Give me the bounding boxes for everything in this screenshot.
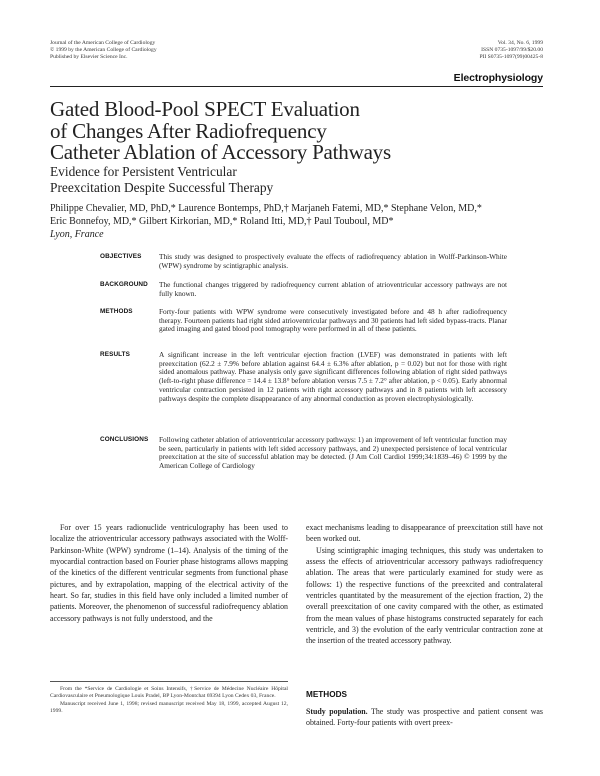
abstract-conclusions — [100, 436, 508, 481]
abstract-results — [100, 351, 508, 431]
footnote-rule — [50, 681, 288, 682]
abstract-text: Forty-four patients with WPW syndrome were consecutively investigated before and 48 h after radiofrequency therapy. Fourteen patients had right sided atrioventricular pathways and 30 patients had left sided bypass-tracts. Planar gated imaging and gated blood pool tomography were performed in all of these patients. — [159, 307, 507, 334]
footnote-dates: Manuscript received June 1, 1998; revised manuscript received May 18, 1999, accepted August 12, 1999. — [50, 700, 288, 715]
study-population-text: The study was prospective and patient consent was obtained. Forty-four patients with overt preex- — [306, 707, 543, 728]
article-subtitle — [50, 164, 273, 196]
title-line: Catheter Ablation of Accessory Pathways — [50, 140, 391, 164]
journal-header-left — [50, 40, 157, 62]
title-line: of Changes After Radiofrequency — [50, 118, 327, 143]
subtitle-line: Evidence for Persistent Ventricular — [50, 164, 237, 179]
title-line: Gated Blood-Pool SPECT Evaluation — [50, 97, 360, 121]
abstract-objectives — [100, 253, 508, 273]
copyright-line: © 1999 by the American College of Cardiology — [50, 47, 157, 54]
study-population-heading: Study population. — [306, 707, 368, 716]
section-label: Electrophysiology — [453, 72, 543, 84]
study-population-block — [306, 706, 543, 729]
abstract-label: RESULTS — [100, 351, 131, 358]
abstract-text: A significant increase in the left ventricular ejection fraction (LVEF) was demonstrated in patients with left preexcitation (62.2 ± 7.9% before ablation against 64.4 ± 6.3% after ablation, p = 0.02) but not for those with right sided anomalous pathway. Phase analysis only gave significant differences following ablation of right sided pathways (left-to-right phase difference = 14.4 ± 13.8° before ablation versus 7.5 ± 7.2° after ablation, p < 0.05). Early abnormal ventricular contraction persisted in 12 patients with right accessory pathways and in 8 patients with left accessory pathways despite the complete disappearance of any abnormal conduction as proven electrophysiologically. — [159, 350, 507, 403]
pii-line: PII S0735-1097(99)00425-8 — [479, 54, 543, 61]
author-line: Philippe Chevalier, MD, PhD,* Laurence Bontemps, PhD,† Marjaneh Fatemi, MD,* Stephane Velon, MD,* — [50, 203, 482, 214]
journal-header-right — [479, 40, 543, 62]
abstract-label: CONCLUSIONS — [100, 436, 149, 443]
issn-line: ISSN 0735-1097/99/$20.00 — [481, 47, 543, 54]
intro-left-column — [50, 522, 288, 624]
continuation-paragraph: exact mechanisms leading to disappearance of preexcitation still have not been worked out. — [306, 523, 543, 544]
header-rule — [50, 86, 543, 87]
footnote-block — [50, 686, 288, 716]
author-list — [50, 203, 482, 228]
affiliation-location: Lyon, France — [50, 229, 104, 240]
abstract-text: The functional changes triggered by radiofrequency current ablation of atrioventricular accessory pathways are not fully known. — [159, 280, 507, 298]
abstract-methods — [100, 308, 508, 346]
abstract-label: OBJECTIVES — [100, 253, 142, 260]
abstract-text: Following catheter ablation of atrioventricular accessory pathways: 1) an improvement of left ventricular function may be seen, particularly in patients with left sided accessory pathways, and 2) unexpected persistence of local ventricular preexcitation at the site of successful ablation may be detected. (J Am Coll Cardiol 1999;34:1839–46) © 1999 by the American College of Cardiology — [159, 435, 507, 471]
abstract-background — [100, 281, 508, 301]
article-title — [50, 99, 391, 164]
author-line: Eric Bonnefoy, MD,* Gilbert Kirkorian, MD,* Roland Itti, MD,† Paul Touboul, MD* — [50, 215, 394, 227]
journal-name: Journal of the American College of Cardiology — [50, 40, 156, 46]
methods-heading: METHODS — [306, 690, 347, 699]
aims-paragraph: Using scintigraphic imaging techniques, this study was undertaken to assess the effects of atrioventricular accessory pathways radiofrequency ablation. The areas that were particularly examined for study were as follows: 1) the respective functions of the preexcited and contralateral ventricles quantitated by the measurement of the ejection fraction, 2) the overall preexcitation of one cavity compared with the other, as estimated from the mean values of phase histograms constructed separately for each ventricle, and 3) the evolution of the early ventricular contraction zone at the insertion of the treated accessory pathway. — [306, 545, 543, 646]
publisher-line: Published by Elsevier Science Inc. — [50, 54, 128, 61]
subtitle-line: Preexcitation Despite Successful Therapy — [50, 180, 274, 196]
footnote-affiliations: From the *Service de Cardiologie et Soins Intensifs, †Service de Médecine Nucléaire Hôpital Cardiovasculaire et Pneumologique Louis Pradel, BP Lyon-Montchat 69394 Lyon Cedex 03, France. — [50, 686, 288, 700]
abstract-label: METHODS — [100, 308, 133, 315]
abstract-text: This study was designed to prospectively evaluate the effects of radiofrequency ablation in Wolff-Parkinson-White (WPW) syndrome by scintigraphic analysis. — [159, 252, 507, 270]
abstract-label: BACKGROUND — [100, 281, 148, 288]
intro-right-column — [306, 522, 543, 647]
volume-line: Vol. 34, No. 6, 1999 — [497, 40, 543, 46]
intro-paragraph: For over 15 years radionuclide ventriculography has been used to localize the atrioventricular accessory pathways associated with the Wolff-Parkinson-White (WPW) syndrome (1–14). Analysis of the timing of the myocardial contraction based on Fourier phase histograms allows mapping of the kinetics of the different ventricular segments from functional phase pictures, and by extrapolation, mapping of the electrical activity of the heart. So far, studies in this field have only included a limited number of patients. Moreover, the phenomenon of successful radiofrequency ablation accessory pathways is not fully understood, and the — [50, 523, 288, 623]
